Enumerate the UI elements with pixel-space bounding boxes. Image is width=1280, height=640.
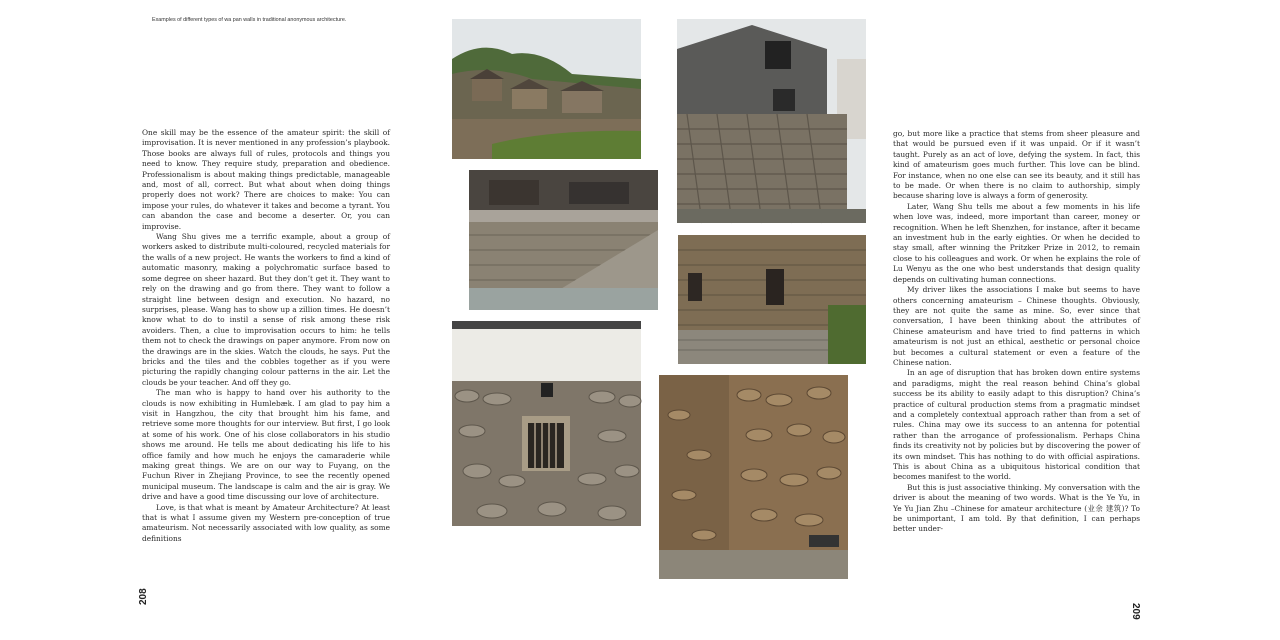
photo-caption: Examples of different types of wa pan walls in traditional anonymous architecture. xyxy=(152,17,347,23)
paragraph: go, but more like a practice that stems from sheer pleasure and that would be pursued even if it was unpaid. Or if it wasn’t taught. Purely as an act of love, defying the system. In fact, this kind of amateurism goes much further. This love can be blind. For instance, when no one else can see its beauty, and it still has to be made. Or when there is no claim to authorship, simply because sharing love is always a form of generosity. xyxy=(893,129,1140,201)
paragraph: The man who is happy to hand over his authority to the clouds is now exhibiting in Humlebæk. I am glad to pay him a visit in Hangzhou, the city that brought him his fame, and retrieve some more thoughts for our interview. But first, I go look at some of his work. One of his close collaborators in his studio shows me around. He tells me about dedicating his life to his office family and how much he enjoys the camaraderie while making great things. We are on our way to Fuyang, on the Fuchun River in Zhejiang Province, to see the recently opened municipal museum. The landscape is calm and the air is gray. We drive and have a good time discussing our love of architecture. xyxy=(142,388,390,502)
photo-courtyard-house xyxy=(678,235,866,364)
photo-stone-wall-window xyxy=(452,321,641,526)
photo-riverside-wall xyxy=(469,170,658,310)
photo-gabled-house xyxy=(677,19,866,223)
left-text-column xyxy=(142,128,390,543)
paragraph: Wang Shu gives me a terrific example, about a group of workers asked to distribute multi-coloured, recycled materials for the walls of a new project. He wants the workers to find a kind of automatic masonry, making a polychromatic surface based to some degree on sheer hazard. But they don’t get it. They want to rely on the drawing and go from there. They want to follow a straight line between design and execution. No hazard, no surprises, please. Wang has to show up a zillion times. He doesn’t know what to do to instil a sense of risk among these risk avoiders. Then, a clue to improvisation occurs to him: he tells them not to check the drawings on paper anymore. From now on the drawings are in the skies. Watch the clouds, he says. Put the bricks and the tiles and the cobbles together as if you were picturing the rapidly changing colour patterns in the air. Let the clouds be your teacher. And off they go. xyxy=(142,232,390,387)
photo-village-landscape xyxy=(452,19,641,159)
right-text-column xyxy=(893,129,1140,534)
page-number-left: 208 xyxy=(138,588,149,605)
page-number-right: 209 xyxy=(1130,603,1141,620)
paragraph: Later, Wang Shu tells me about a few moments in his life when love was, indeed, more important than career, money or recognition. When he left Shenzhen, for instance, after it became an investment hub in the early eighties. Or when he decided to stay small, after winning the Pritzker Prize in 2012, to remain close to his colleagues and work. Or when he explains the role of Lu Wenyu as the one who best understands that design quality depends on cultivating human connections. xyxy=(893,201,1140,284)
paragraph: But this is just associative thinking. My conversation with the driver is about the meaning of two words. What is the Ye Yu, in Ye Yu Jian Zhu –Chinese for amateur architecture (业余 建筑)? To be unimportant, I am told. By that definition, I can perhaps better under- xyxy=(893,482,1140,534)
paragraph: In an age of disruption that has broken down entire systems and paradigms, might the real reason behind China’s global success be its ability to easily adapt to this disruption? China’s practice of cultural production stems from a pragmatic mindset and a completely contextual approach rather than from a set of rules. China may owe its success to an antenna for potential rather than the arrogance of professionalism. Perhaps China finds its creativity not by policies but by discovering the power of its own mindset. This has nothing to do with official aspirations. This is about China as a ubiquitous historical condition that becomes manifest to the world. xyxy=(893,368,1140,482)
paragraph: My driver likes the associations I make but seems to have others concerning amateurism – Chinese thoughts. Obviously, they are not quite the same as mine. So, ever since that conversation, I have been thinking about the attributes of Chinese amateurism and have tried to find patterns in which amateurism is not just an ethical, aesthetic or personal choice but becomes a cultural statement or even a feature of the Chinese nation. xyxy=(893,285,1140,367)
photo-stone-corner xyxy=(659,375,848,579)
paragraph: Love, is that what is meant by Amateur Architecture? At least that is what I assume given my Western pre-conception of true amateurism. Not necessarily associated with low quality, as some definitions xyxy=(142,502,390,543)
paragraph: One skill may be the essence of the amateur spirit: the skill of improvisation. It is never mentioned in any profession’s playbook. Those books are always full of rules, protocols and things you need to know. They require study, preparation and obedience. Professionalism is about making things predictable, manageable and, most of all, correct. But what about when doing things properly does not work? There are choices to make: You can impose your rules, do whatever it takes and become a tyrant. You can abandon the case and become a deserter. Or, you can improvise. xyxy=(142,128,390,231)
